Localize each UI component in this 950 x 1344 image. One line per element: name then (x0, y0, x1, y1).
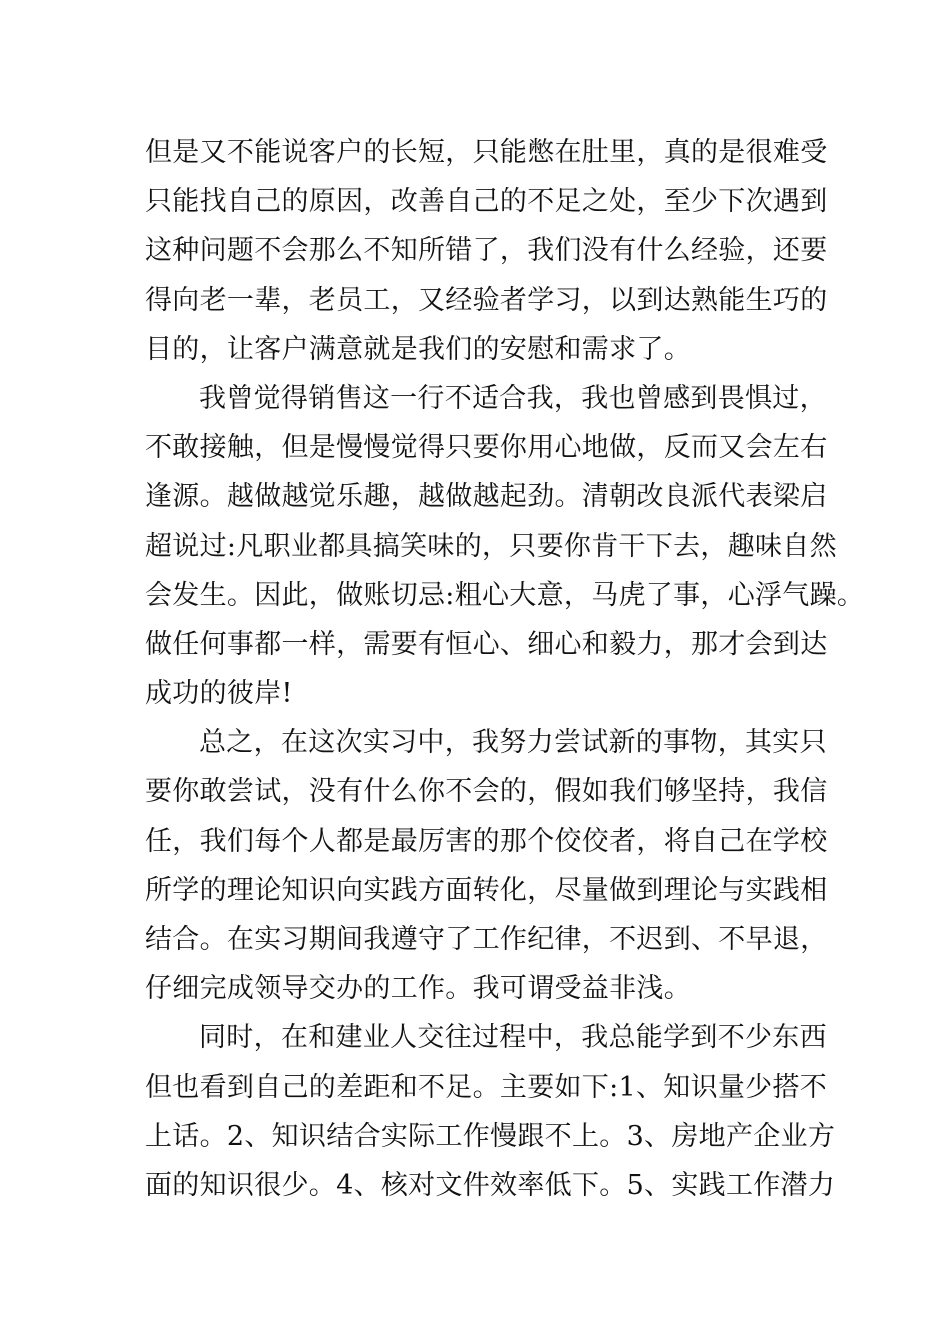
text-line: 得向老一辈，老员工，又经验者学习，以到达熟能生巧的 (145, 284, 828, 316)
text-line: 但是又不能说客户的长短，只能憋在肚里，真的是很难受 (145, 137, 828, 168)
paragraph-2 (145, 374, 865, 718)
text-line: 成功的彼岸! (145, 678, 293, 710)
text-line: 仔细完成领导交办的工作。我可谓受益非浅。 (145, 973, 691, 1005)
text-line: 超说过:凡职业都具搞笑味的，只要你肯干下去，趣味自然 (145, 530, 837, 562)
text-line: 要你敢尝试，没有什么你不会的，假如我们够坚持，我信 (145, 776, 828, 808)
text-line: 结合。在实习期间我遵守了工作纪律，不迟到、不早退， (145, 924, 828, 955)
text-line: 所学的理论知识向实践方面转化，尽量做到理论与实践相 (145, 874, 828, 906)
text-line-indented: 总之，在这次实习中，我努力尝试新的事物，其实只 (199, 727, 827, 759)
paragraph-4 (145, 1013, 845, 1210)
text-line: 目的，让客户满意就是我们的安慰和需求了。 (145, 333, 691, 365)
text-line: 上话。2、知识结合实际工作慢跟不上。3、房地产企业方 (145, 1120, 836, 1152)
text-line: 这种问题不会那么不知所错了，我们没有什么经验，还要 (145, 235, 828, 267)
paragraph-1 (145, 128, 845, 374)
text-line: 任，我们每个人都是最厉害的那个佼佼者，将自己在学校 (145, 825, 828, 857)
text-line-indented: 我曾觉得销售这一行不适合我，我也曾感到畏惧过， (199, 382, 827, 414)
text-line: 不敢接触，但是慢慢觉得只要你用心地做，反而又会左右 (145, 432, 828, 464)
text-line: 面的知识很少。4、核对文件效率低下。5、实践工作潜力 (145, 1169, 836, 1201)
paragraph-3 (145, 718, 845, 1013)
text-line: 逢源。越做越觉乐趣，越做越起劲。清朝改良派代表梁启 (145, 481, 828, 513)
text-line: 会发生。因此，做账切忌:粗心大意，马虎了事，心浮气躁。 (145, 579, 865, 611)
text-line: 做任何事都一样，需要有恒心、细心和毅力，那才会到达 (145, 628, 828, 660)
text-line: 但也看到自己的差距和不足。主要如下:1、知识量少搭不 (145, 1071, 828, 1103)
text-line-indented: 同时，在和建业人交往过程中，我总能学到不少东西 (199, 1022, 827, 1054)
document-body (145, 128, 865, 1210)
text-line: 只能找自己的原因，改善自己的不足之处，至少下次遇到 (145, 186, 828, 218)
